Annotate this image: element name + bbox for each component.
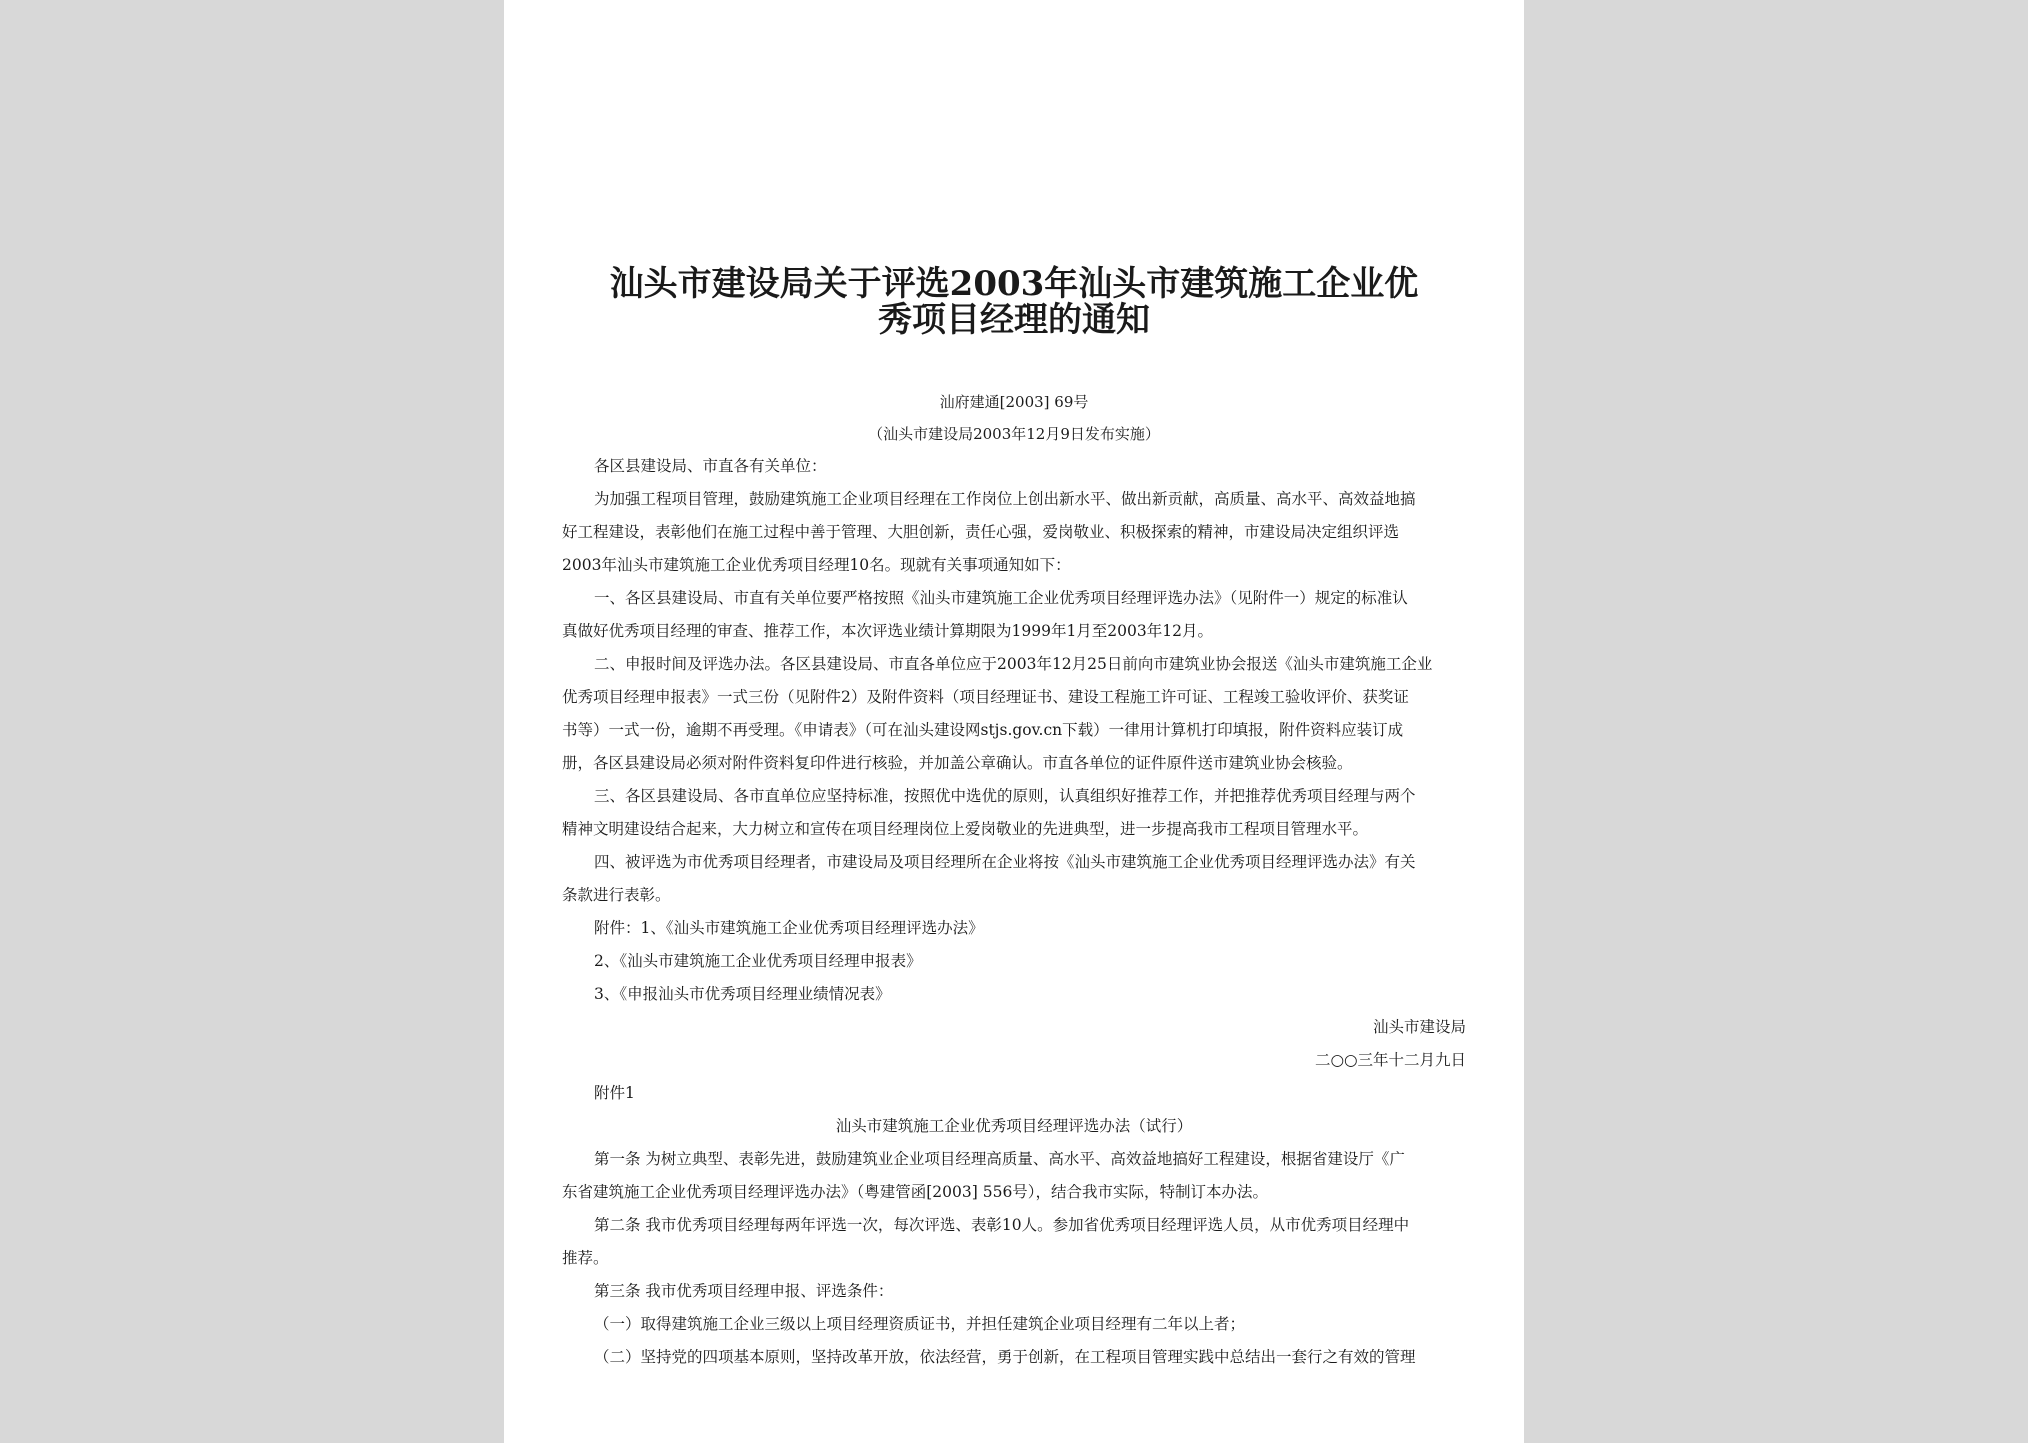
annex-label: 附件1	[594, 1084, 635, 1102]
issue-note: （汕头市建设局2003年12月9日发布实施）	[868, 425, 1160, 443]
item-1-line-2: 真做好优秀项目经理的审查、推荐工作，本次评选业绩计算期限为1999年1月至2003年12月。	[562, 622, 1213, 640]
condition-1: （一）取得建筑施工企业三级以上项目经理资质证书，并担任建筑企业项目经理有二年以上者；	[594, 1315, 1246, 1333]
item-2-line-2: 优秀项目经理申报表》一式三份（见附件2）及附件资料（项目经理证书、建设工程施工许可证、工程竣工验收评价、获奖证	[562, 688, 1409, 706]
item-2-line-1: 二、申报时间及评选办法。各区县建设局、市直各单位应于2003年12月25日前向市建筑业协会报送《汕头市建筑施工企业	[594, 655, 1433, 673]
item-1-line-1: 一、各区县建设局、市直有关单位要严格按照《汕头市建筑施工企业优秀项目经理评选办法》（见附件一）规定的标准认	[594, 589, 1408, 607]
attachment-2: 2、《汕头市建筑施工企业优秀项目经理申报表》	[594, 952, 922, 970]
salutation: 各区县建设局、市直各有关单位：	[594, 457, 827, 475]
item-4-line-1: 四、被评选为市优秀项目经理者，市建设局及项目经理所在企业将按《汕头市建筑施工企业优秀项目经理评选办法》有关	[594, 853, 1416, 871]
article-2-line-1: 第二条 我市优秀项目经理每两年评选一次，每次评选、表彰10人。参加省优秀项目经理评选人员，从市优秀项目经理中	[594, 1216, 1410, 1234]
condition-2: （二）坚持党的四项基本原则，坚持改革开放，依法经营，勇于创新，在工程项目管理实践中总结出一套行之有效的管理	[594, 1348, 1416, 1366]
article-2-line-2: 推荐。	[562, 1249, 609, 1267]
attachment-3: 3、《申报汕头市优秀项目经理业绩情况表》	[594, 985, 891, 1003]
attachment-1: 附件：1、《汕头市建筑施工企业优秀项目经理评选办法》	[594, 919, 984, 937]
signature-org: 汕头市建设局	[1372, 1018, 1466, 1036]
document-number: 汕府建通[2003] 69号	[939, 393, 1089, 411]
item-2-line-4: 册，各区县建设局必须对附件资料复印件进行核验，并加盖公章确认。市直各单位的证件原件送市建筑业协会核验。	[562, 754, 1353, 772]
article-1-line-2: 东省建筑施工企业优秀项目经理评选办法》（粤建管函[2003] 556号），结合我市实际，特制订本办法。	[562, 1183, 1269, 1201]
signature-date: 二○○三年十二月九日	[1314, 1051, 1466, 1069]
article-3: 第三条 我市优秀项目经理申报、评选条件：	[594, 1282, 894, 1300]
annex-heading: 汕头市建筑施工企业优秀项目经理评选办法（试行）	[835, 1117, 1193, 1135]
article-1-line-1: 第一条 为树立典型、表彰先进，鼓励建筑业企业项目经理高质量、高水平、高效益地搞好工程建设，根据省建设厅《广	[594, 1150, 1405, 1168]
intro-line-2: 好工程建设，表彰他们在施工过程中善于管理、大胆创新，责任心强，爱岗敬业、积极探索的精神，市建设局决定组织评选	[562, 523, 1400, 541]
item-4-line-2: 条款进行表彰。	[562, 886, 671, 904]
item-3-line-2: 精神文明建设结合起来，大力树立和宣传在项目经理岗位上爱岗敬业的先进典型，进一步提高我市工程项目管理水平。	[562, 820, 1369, 838]
document-page	[504, 0, 1524, 1443]
document-title-line-2: 秀项目经理的通知	[878, 300, 1150, 340]
intro-line-1: 为加强工程项目管理，鼓励建筑施工企业项目经理在工作岗位上创出新水平、做出新贡献，高质量、高水平、高效益地搞	[594, 490, 1416, 508]
intro-line-3: 2003年汕头市建筑施工企业优秀项目经理10名。现就有关事项通知如下：	[562, 556, 1071, 574]
item-3-line-1: 三、各区县建设局、各市直单位应坚持标准，按照优中选优的原则，认真组织好推荐工作，并把推荐优秀项目经理与两个	[594, 787, 1416, 805]
document-title-line-1: 汕头市建设局关于评选2003年汕头市建筑施工企业优	[609, 264, 1419, 304]
item-2-line-3: 书等）一式一份，逾期不再受理。《申请表》（可在汕头建设网stjs.gov.cn下载）一律用计算机打印填报，附件资料应装订成	[562, 721, 1404, 739]
